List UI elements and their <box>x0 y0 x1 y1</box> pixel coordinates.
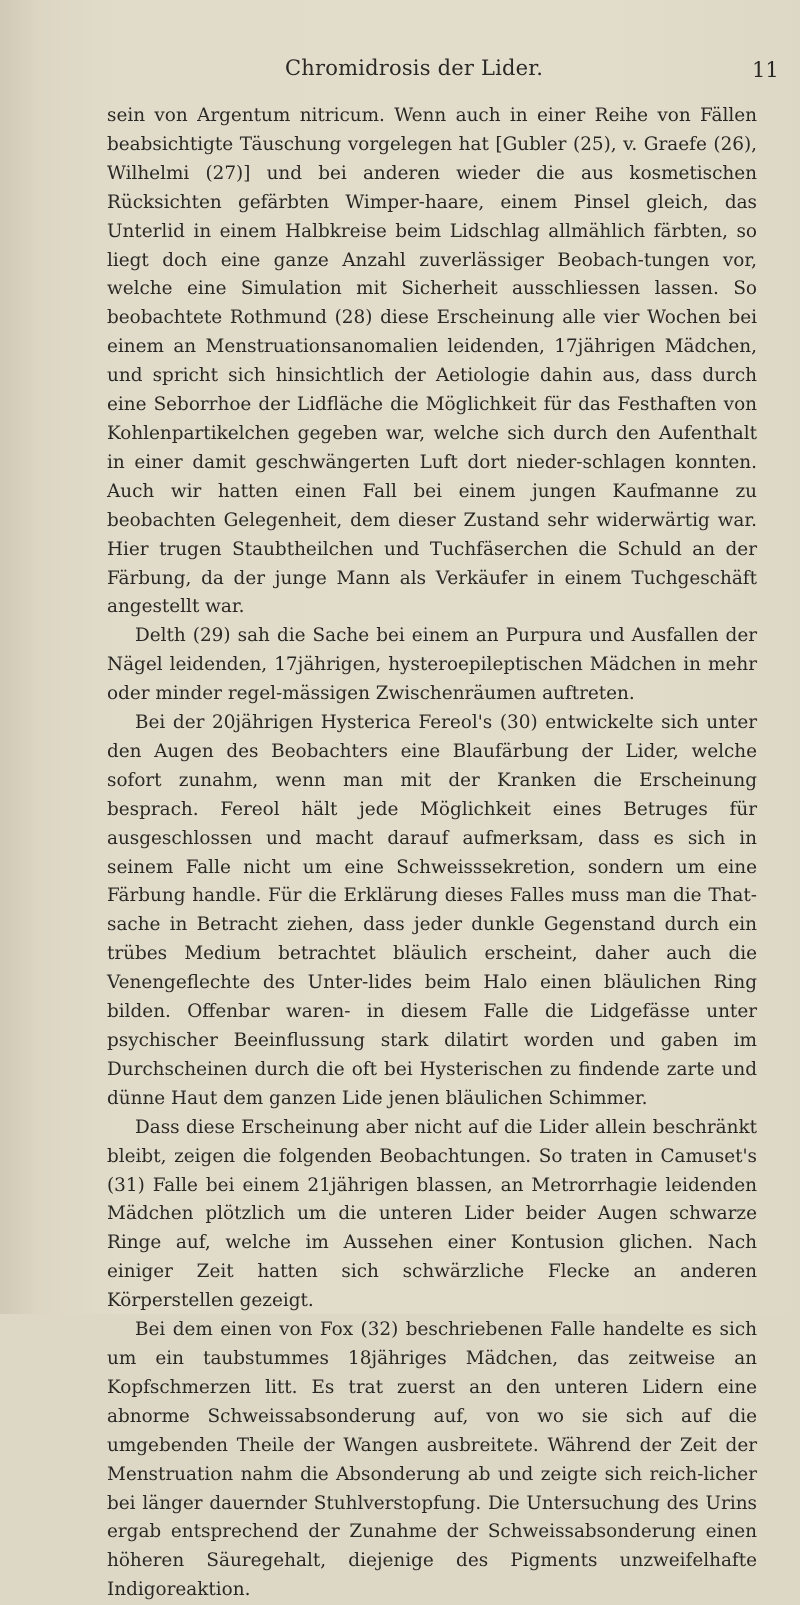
body-text <box>107 102 757 1605</box>
paragraph: Bei dem einen von Fox (32) beschriebenen Falle handelte es sich um ein taubstummes 18jähriges Mädchen, das zeitweise an Kopfschmerzen litt. Es trat zuerst an den unteren Lidern eine abnorme Schweissabsonderung auf, von wo sie sich auf die umgebenden Theile der Wangen ausbreitete. Während der Zeit der Menstruation nahm die Absonderung ab und zeigte sich reich-licher bei länger dauernder Stuhlverstopfung. Die Untersuchung des Urins ergab entsprechend der Zunahme der Schweissabsonderung einen höheren Säuregehalt, diejenige des Pigments unzweifelhafte Indigoreaktion. <box>107 1319 757 1601</box>
paragraph: Dass diese Erscheinung aber nicht auf die Lider allein beschränkt bleibt, zeigen die folgenden Beobachtungen. So traten in Camuset's (31) Falle bei einem 21jährigen blassen, an Metrorrhagie leidenden Mädchen plötzlich um die unteren Lider beider Augen schwarze Ringe auf, welche im Aussehen einer Kontusion glichen. Nach einiger Zeit hatten sich schwärzliche Flecke an anderen Körperstellen gezeigt. <box>107 1116 757 1312</box>
paragraph: sein von Argentum nitricum. Wenn auch in einer Reihe von Fällen beabsichtigte Täuschung vorgelegen hat [Gubler (25), v. Graefe (26), Wilhelmi (27)] und bei anderen wieder die aus kosmetischen Rücksichten gefärbten Wimper-haare, einem Pinsel gleich, das Unterlid in einem Halbkreise beim Lidschlag allmählich färbten, so liegt doch eine ganze Anzahl zuverlässiger Beobach-tungen vor, welche eine Simulation mit Sicherheit ausschliessen lassen. So beobachtete Rothmund (28) diese Erscheinung alle vier Wochen bei einem an Menstruationsanomalien leidenden, 17jährigen Mädchen, und spricht sich hinsichtlich der Aetiologie dahin aus, dass durch eine Seborrhoe der Lidfläche die Möglichkeit für das Festhaften von Kohlenpartikelchen gegeben war, welche sich durch den Aufenthalt in einer damit geschwängerten Luft dort nieder-schlagen konnten. Auch wir hatten einen Fall bei einem jungen Kaufmanne zu beobachten Gelegenheit, dem dieser Zustand sehr widerwärtig war. Hier trugen Staubtheilchen und Tuchfäserchen die Schuld an der Färbung, da der junge Mann als Verkäufer in einem Tuchgeschäft angestellt war. <box>107 105 757 618</box>
paragraph: Bei der 20jährigen Hysterica Fereol's (30) entwickelte sich unter den Augen des Beobachters eine Blaufärbung der Lider, welche sofort zunahm, wenn man mit der Kranken die Erscheinung besprach. Fereol hält jede Möglichkeit eines Betruges für ausgeschlossen und macht darauf aufmerksam, dass es sich in seinem Falle nicht um eine Schweisssekretion, sondern um eine Färbung handle. Für die Erklärung dieses Falles muss man die That-sache in Betracht ziehen, dass jeder dunkle Gegenstand durch ein trübes Medium betrachtet bläulich erscheint, daher auch die Venengeflechte des Unter-lides beim Halo einen bläulichen Ring bilden. Offenbar waren- in diesem Falle die Lidgefässe unter psychischer Beeinflussung stark dilatirt worden und gaben im Durchscheinen durch die oft bei Hysterischen zu findende zarte und dünne Haut dem ganzen Lide jenen bläulichen Schimmer. <box>107 712 757 1109</box>
running-title: Chromidrosis der Lider. <box>285 56 544 80</box>
page-header <box>0 56 800 96</box>
page-number: 11 <box>752 58 779 82</box>
paragraph: Delth (29) sah die Sache bei einem an Purpura und Ausfallen der Nägel leidenden, 17jährigen, hysteroepileptischen Mädchen in mehr oder minder regel-mässigen Zwischenräumen auftreten. <box>107 625 757 705</box>
